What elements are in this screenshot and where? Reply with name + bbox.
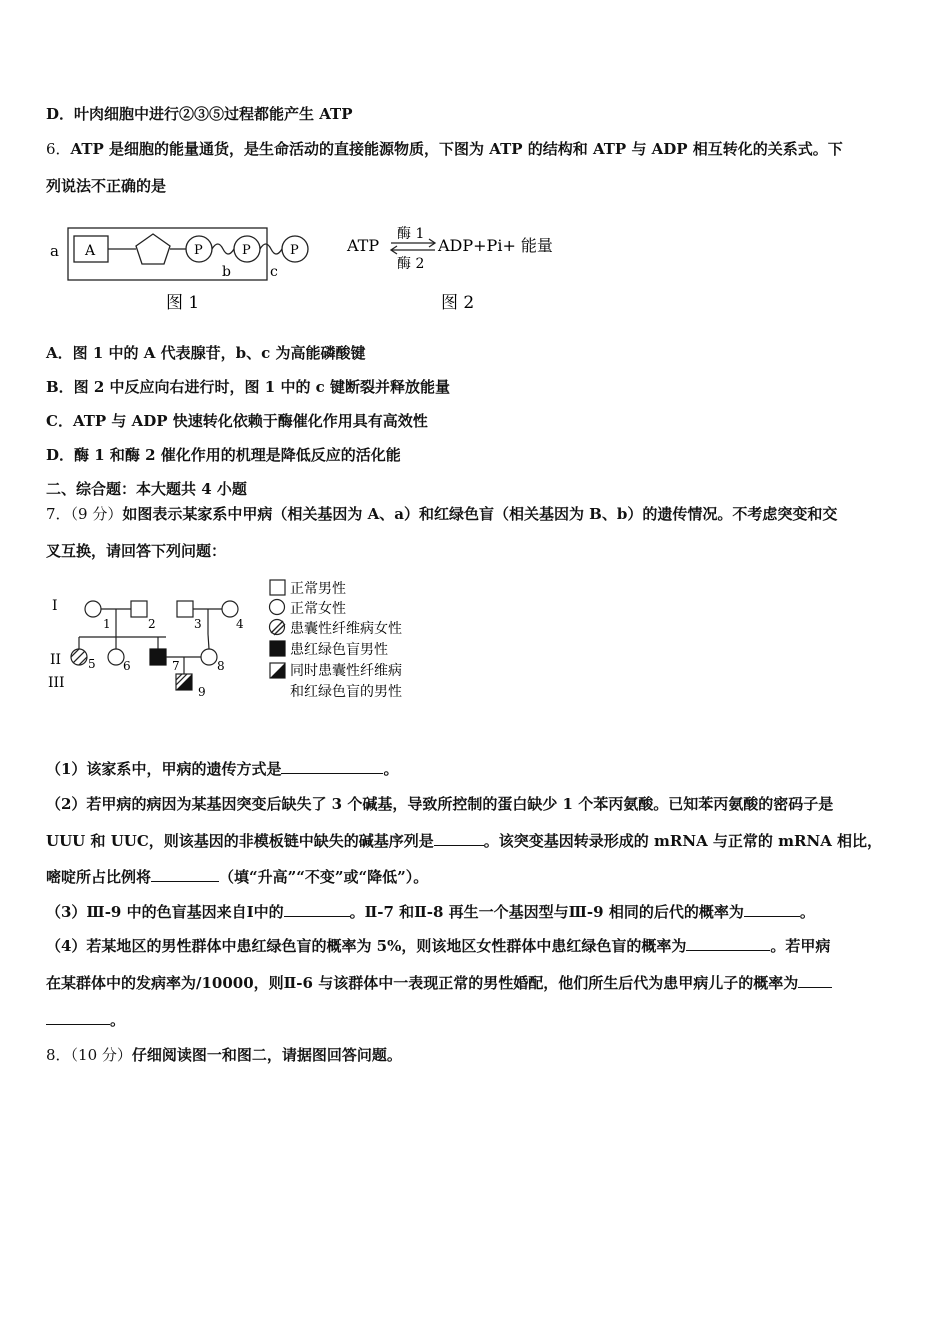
q7-part2-text-d: （填“升高”“不变”或“降低”）。 — [219, 868, 429, 886]
q6-number: 6． — [46, 140, 71, 158]
q6-option-d: D．酶 1 和酶 2 催化作用的机理是降低反应的活化能 — [46, 446, 401, 464]
q7-part3-text-c: 。 — [799, 903, 815, 921]
atp-adp-conversion-figure — [345, 216, 575, 316]
legend-normal-male: 正常男性 — [290, 581, 346, 597]
individual-II-6 — [108, 649, 124, 665]
q7-part2-text-b: 。该突变基因转录形成的 mRNA 与正常的 mRNA 相比， — [483, 832, 883, 850]
answer-blank-6[interactable] — [686, 936, 770, 951]
figure1-caption: 图 1 — [166, 293, 200, 313]
q7-part4-end: 。 — [110, 1011, 126, 1029]
q7-part4-line2 — [46, 972, 832, 993]
atp-structure-figure — [46, 216, 316, 316]
answer-blank-7b[interactable] — [46, 1010, 110, 1025]
phosphate-label-2: P — [242, 243, 251, 258]
q8-stem-text: 仔细阅读图一和图二，请据图回答问题。 — [131, 1046, 402, 1064]
q6-stem-line1 — [46, 138, 843, 159]
q7-part2-text-c: 嘧啶所占比例将 — [46, 868, 152, 886]
adenine-label: A — [85, 243, 96, 259]
q8-number: 8．（10 分） — [46, 1046, 132, 1064]
individual-I-1 — [85, 601, 101, 617]
bond-label-c: c — [270, 264, 278, 280]
q7-part2-line1: （2）若甲病的病因为某基因突变后缺失了 3 个碱基，导致所控制的蛋白缺少 1 个苯丙氨酸。已知苯丙氨酸的密码子是 — [46, 795, 834, 813]
generation-I: I — [52, 598, 58, 614]
id-II-6: 6 — [123, 659, 131, 673]
ribose-pentagon — [136, 234, 170, 264]
individual-II-8 — [201, 649, 217, 665]
q7-stem-line2: 叉互换，请回答下列问题： — [46, 542, 227, 560]
q7-part2-line2 — [46, 830, 882, 851]
enzyme-1-label: 酶 1 — [397, 226, 425, 242]
fig1-label-a: a — [50, 242, 59, 260]
generation-III: III — [48, 675, 65, 691]
id-III-9: 9 — [198, 685, 206, 699]
id-I-3: 3 — [194, 617, 202, 631]
q5-option-d: D．叶肉细胞中进行②③⑤过程都能产生 ATP — [46, 105, 353, 123]
high-energy-bond-b — [212, 244, 234, 254]
q6-option-b: B．图 2 中反应向右进行时，图 1 中的 c 键断裂并释放能量 — [46, 378, 451, 396]
fig2-products: ADP+Pi+ 能量 — [438, 236, 553, 255]
id-I-1: 1 — [103, 617, 111, 631]
q7-stem-line1 — [46, 503, 837, 524]
legend-normal-female: 正常女性 — [290, 601, 346, 617]
answer-blank-3[interactable] — [151, 867, 219, 882]
answer-blank-2[interactable] — [434, 831, 484, 846]
q7-part3-text-b: 。Ⅱ-7 和Ⅱ-8 再生一个基因型与Ⅲ-9 相同的后代的概率为 — [349, 903, 744, 921]
q7-part3 — [46, 901, 815, 922]
q6-stem-line2: 列说法不正确的是 — [46, 177, 167, 195]
section2-title: 二、综合题：本大题共 4 小题 — [46, 480, 247, 498]
q6-option-a: A．图 1 中的 A 代表腺苷，b、c 为高能磷酸键 — [46, 344, 366, 362]
q6-option-c: C．ATP 与 ADP 快速转化依赖于酶催化作用具有高效性 — [46, 412, 428, 430]
pedigree-chart — [46, 574, 446, 714]
answer-blank-1[interactable] — [281, 759, 383, 774]
id-II-8: 8 — [217, 659, 225, 673]
phosphate-label-3: P — [290, 243, 299, 258]
id-I-2: 2 — [148, 617, 156, 631]
individual-I-3 — [177, 601, 193, 617]
generation-II: II — [50, 652, 62, 668]
answer-blank-7a[interactable] — [798, 973, 832, 988]
individual-I-2 — [131, 601, 147, 617]
individual-II-7 — [150, 649, 166, 665]
answer-blank-5[interactable] — [744, 902, 800, 917]
legend-normal-male-symbol — [270, 580, 285, 595]
high-energy-bond-c — [260, 244, 282, 254]
q7-part2-text-a: UUU 和 UUC，则该基因的非模板链中缺失的碱基序列是 — [46, 832, 434, 850]
id-II-5: 5 — [88, 657, 96, 671]
q7-part4-text-c: 在某群体中的发病率为/10000，则Ⅱ-6 与该群体中一表现正常的男性婚配，他们所生后代为患甲病儿子的概率为 — [46, 974, 799, 992]
q7-part1-end: 。 — [383, 760, 399, 778]
q7-part4-text-a: （4）若某地区的男性群体中患红绿色盲的概率为 5%，则该地区女性群体中患红绿色盲的概率为 — [46, 937, 687, 955]
q7-part3-text-a: （3）Ⅲ-9 中的色盲基因来自Ⅰ中的 — [46, 903, 284, 921]
q7-stem-text: 如图表示某家系中甲病（相关基因为 A、a）和红绿色盲（相关基因为 B、b）的遗传情况。不考虑突变和交 — [122, 505, 838, 523]
q7-part2-line3 — [46, 866, 428, 887]
q7-part1-text: （1）该家系中，甲病的遗传方式是 — [46, 760, 282, 778]
bond-label-b: b — [222, 264, 231, 280]
legend-colorblind-male-symbol — [270, 641, 285, 656]
legend-normal-female-symbol — [270, 600, 285, 615]
enzyme-2-label: 酶 2 — [397, 256, 425, 272]
figure2-caption: 图 2 — [441, 293, 475, 313]
q7-part4-text-b: 。若甲病 — [770, 937, 831, 955]
legend-cf-female: 患囊性纤维病女性 — [290, 621, 402, 637]
legend-colorblind-male: 患红绿色盲男性 — [290, 642, 388, 658]
q7-part4-line3 — [46, 1009, 125, 1030]
q7-number: 7．（9 分） — [46, 505, 123, 523]
q8-stem — [46, 1044, 402, 1065]
q6-stem-text: ATP 是细胞的能量通货，是生命活动的直接能源物质，下图为 ATP 的结构和 ATP 与 ADP 相互转化的关系式。下 — [70, 140, 843, 158]
phosphate-label-1: P — [194, 243, 203, 258]
id-I-4: 4 — [236, 617, 244, 631]
legend-both-male-line1: 同时患囊性纤维病 — [290, 663, 402, 679]
individual-I-4 — [222, 601, 238, 617]
fig2-atp: ATP — [347, 236, 380, 255]
q7-part1 — [46, 758, 398, 779]
id-II-7: 7 — [172, 659, 180, 673]
legend-both-male-line2: 和红绿色盲的男性 — [290, 684, 402, 700]
answer-blank-4[interactable] — [284, 902, 350, 917]
q7-part4-line1 — [46, 935, 830, 956]
